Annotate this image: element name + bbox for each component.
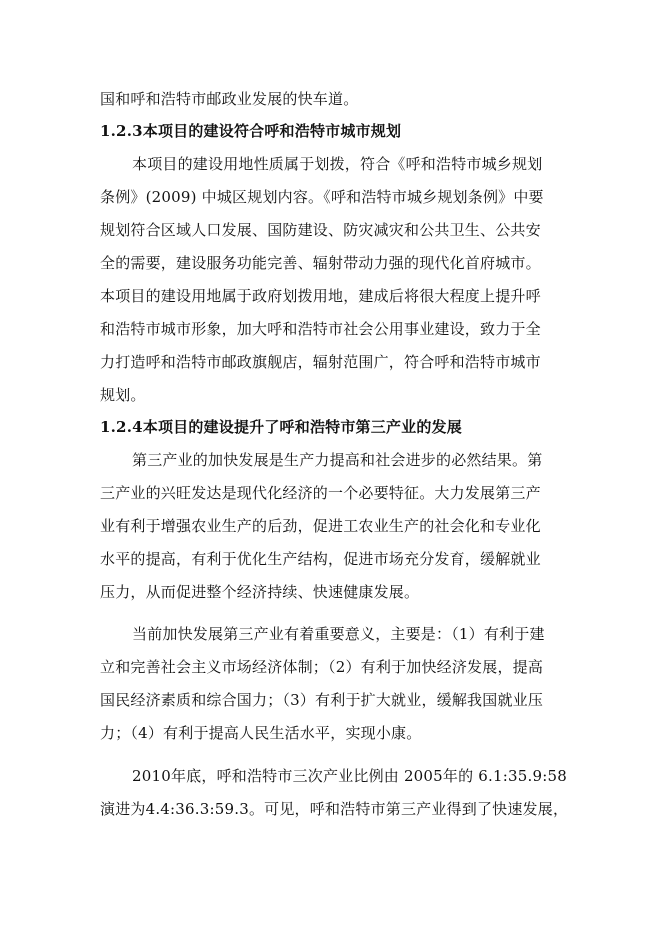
- paragraph-line: 国民经济素质和综合国力；（3）有利于扩大就业，缓解我国就业压: [100, 691, 544, 709]
- paragraph-line: 2010年底，呼和浩特市三次产业比例由 2005年的 6.1:35.9:58: [132, 767, 567, 785]
- paragraph-line: 规划符合区域人口发展、国防建设、防灾减灾和公共卫生、公共安: [100, 221, 541, 239]
- paragraph-line: 压力，从而促进整个经济持续、快速健康发展。: [100, 583, 420, 601]
- paragraph-line: 水平的提高，有利于优化生产结构，促进市场充分发育，缓解就业: [100, 550, 541, 568]
- paragraph-line: 演进为4.4:36.3:59.3。可见，呼和浩特市第三产业得到了快速发展，: [100, 800, 569, 818]
- paragraph-line: 当前加快发展第三产业有着重要意义，主要是：（1）有利于建: [132, 625, 545, 643]
- paragraph-line: 规划。: [100, 386, 146, 404]
- paragraph-line: 和浩特市城市形象，加大呼和浩特市社会公用事业建设，致力于全: [100, 320, 541, 338]
- paragraph-line: 本项目的建设用地性质属于划拨，符合《呼和浩特市城乡规划: [132, 155, 543, 173]
- paragraph-line: 条例》(2009) 中城区规划内容。《呼和浩特市城乡规划条例》中要: [100, 188, 544, 206]
- paragraph-line: 第三产业的加快发展是生产力提高和社会进步的必然结果。第: [132, 451, 543, 469]
- paragraph-line: 立和完善社会主义市场经济体制；（2）有利于加快经济发展，提高: [100, 658, 544, 676]
- section-heading-1-2-3: 1.2.3本项目的建设符合呼和浩特市城市规划: [100, 122, 402, 140]
- paragraph-line: 力；（4）有利于提高人民生活水平，实现小康。: [100, 724, 422, 742]
- section-heading-1-2-4: 1.2.4本项目的建设提升了呼和浩特市第三产业的发展: [100, 418, 462, 436]
- paragraph-line: 本项目的建设用地属于政府划拨用地，建成后将很大程度上提升呼: [100, 287, 541, 305]
- paragraph-line: 国和呼和浩特市邮政业发展的快车道。: [100, 90, 359, 108]
- paragraph-line: 力打造呼和浩特市邮政旗舰店，辐射范围广，符合呼和浩特市城市: [100, 353, 541, 371]
- paragraph-line: 三产业的兴旺发达是现代化经济的一个必要特征。大力发展第三产: [100, 484, 541, 502]
- paragraph-line: 业有利于增强农业生产的后劲，促进工农业生产的社会化和专业化: [100, 517, 541, 535]
- paragraph-line: 全的需要，建设服务功能完善、辐射带动力强的现代化首府城市。: [100, 254, 541, 272]
